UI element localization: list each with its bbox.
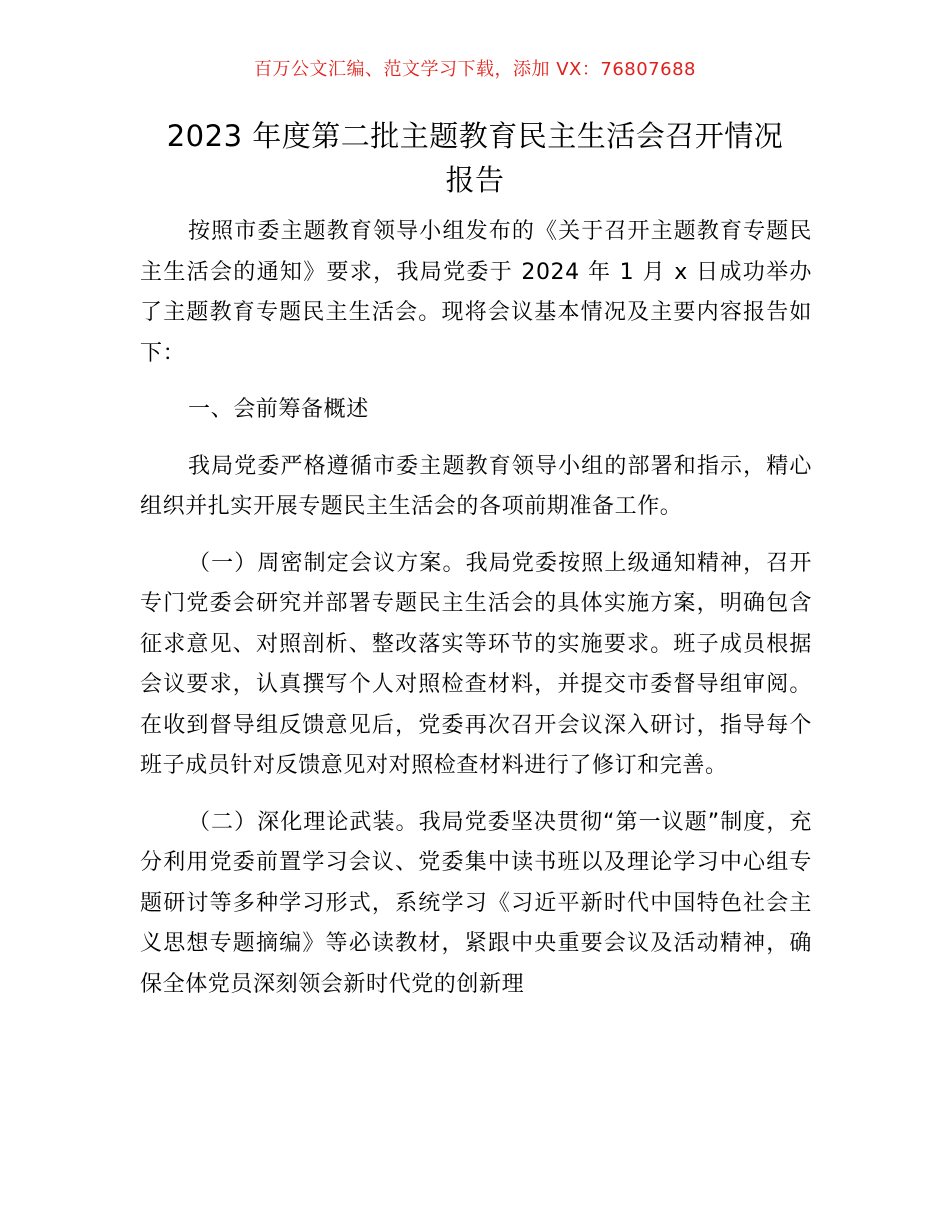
- title-line-1: 2023 年度第二批主题教育民主生活会召开情况: [166, 119, 784, 153]
- item-1-paragraph: （一）周密制定会议方案。我局党委按照上级通知精神，召开专门党委会研究并部署专题民主生活会的具体实施方案，明确包含征求意见、对照剖析、整改落实等环节的实施要求。班子成员根据会议要求，认真撰写个人对照检查材料，并提交市委督导组审阅。在收到督导组反馈意见后，党委再次召开会议深入研讨，指导每个班子成员针对反馈意见对对照检查材料进行了修订和完善。: [140, 550, 812, 778]
- title-line-2: 报告: [445, 163, 505, 197]
- item-2-paragraph: （二）深化理论武装。我局党委坚决贯彻“第一议题”制度，充分利用党委前置学习会议、党委集中读书班以及理论学习中心组专题研讨等多种学习形式，系统学习《习近平新时代中国特色社会主义思想专题摘编》等必读教材，紧跟中央重要会议及活动精神，确保全体党员深刻领会新时代党的创新理: [140, 809, 812, 997]
- header-notice: 百万公文汇编、范文学习下载，添加 VX：76807688: [254, 59, 696, 80]
- document-body: [140, 212, 812, 1021]
- section-heading-1: 一、会前筹备概述: [188, 397, 369, 422]
- document-title: [120, 114, 830, 202]
- intro-paragraph: 按照市委主题教育领导小组发布的《关于召开主题教育专题民主生活会的通知》要求，我局党委于 2024 年 1 月 x 日成功举办了主题教育专题民主生活会。现将会议基本情况及主要内容报告如下：: [140, 219, 812, 366]
- section-1-paragraph: 我局党委严格遵循市委主题教育领导小组的部署和指示，精心组织并扎实开展专题民主生活会的各项前期准备工作。: [140, 453, 812, 519]
